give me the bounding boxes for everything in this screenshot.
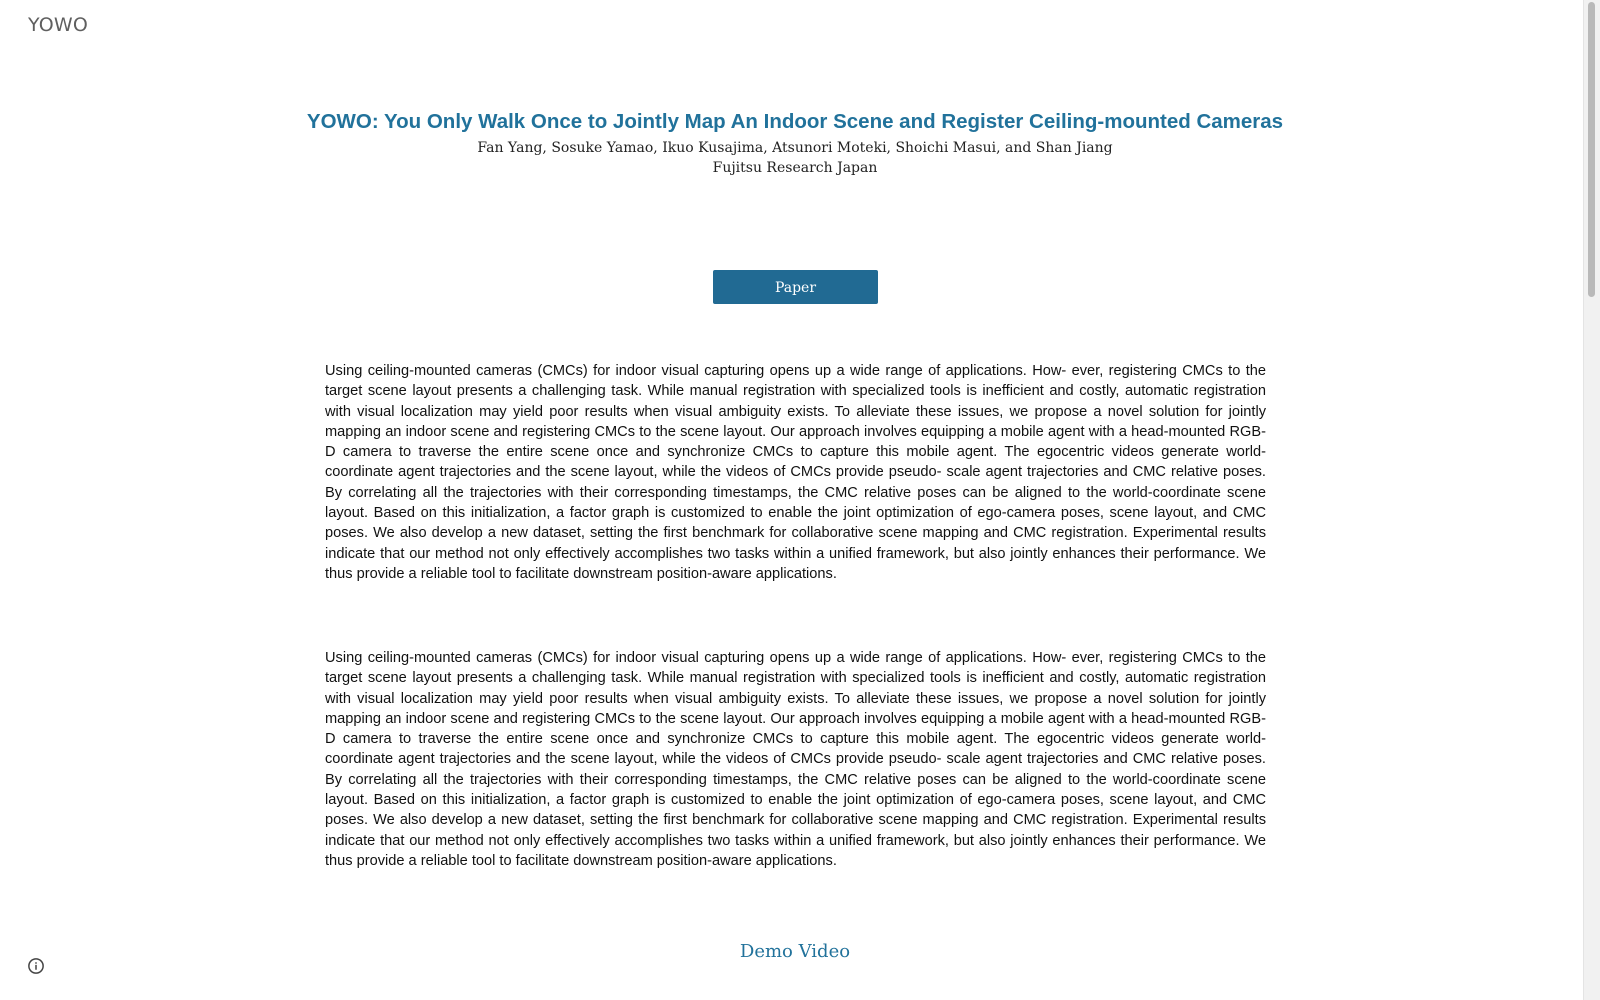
abstract-paragraph-repeat: Using ceiling-mounted cameras (CMCs) for indoor visual capturing opens up a wide range of applications. How- ever, registering CMCs to the target scene layout presents a challenging task. While manual registration with specialized tools is inefficient and costly, automatic registration with visual localization may yield poor results when visual ambiguity exists. To alleviate these issues, we propose a novel solution for jointly mapping an indoor scene and registering CMCs to the scene layout. Our approach involves equipping a mobile agent with a head-mounted RGB-D camera to traverse the entire scene once and synchronize CMCs to capture this mobile agent. The egocentric videos generate world-coordinate agent trajectories and the scene layout, while the videos of CMCs provide pseudo- scale agent trajectories and CMC relative poses. By correlating all the trajectories with their corresponding timestamps, the CMC relative poses can be aligned to the world-coordinate scene layout. Based on this initialization, a factor graph is customized to enable the joint optimization of ego-camera poses, scene layout, and CMC poses. We also develop a new dataset, setting the first benchmark for collaborative scene mapping and CMC registration. Experimental results indicate that our method not only effectively accomplishes two tasks within a unified framework, but also jointly enhances their performance. We thus provide a reliable tool to facilitate downstream position-aware applications. (325, 650, 1266, 869)
abstract-paragraph: Using ceiling-mounted cameras (CMCs) for indoor visual capturing opens up a wide range of applications. How- ever, registering CMCs to the target scene layout presents a challenging task. While manual registration with specialized tools is inefficient and costly, automatic registration with visual localization may yield poor results when visual ambiguity exists. To alleviate these issues, we propose a novel solution for jointly mapping an indoor scene and registering CMCs to the scene layout. Our approach involves equipping a mobile agent with a head-mounted RGB-D camera to traverse the entire scene once and synchronize CMCs to capture this mobile agent. The egocentric videos generate world-coordinate agent trajectories and the scene layout, while the videos of CMCs provide pseudo- scale agent trajectories and CMC relative poses. By correlating all the trajectories with their corresponding timestamps, the CMC relative poses can be aligned to the world-coordinate scene layout. Based on this initialization, a factor graph is customized to enable the joint optimization of ego-camera poses, scene layout, and CMC poses. We also develop a new dataset, setting the first benchmark for collaborative scene mapping and CMC registration. Experimental results indicate that our method not only effectively accomplishes two tasks within a unified framework, but also jointly enhances their performance. We thus provide a reliable tool to facilitate downstream position-aware applications. (325, 363, 1266, 582)
affiliation: Fujitsu Research Japan (712, 160, 878, 176)
author-list: Fan Yang, Sosuke Yamao, Ikuo Kusajima, Atsunori Moteki, Shoichi Masui, and Shan Jiang (477, 140, 1113, 156)
page-title: YOWO: You Only Walk Once to Jointly Map An Indoor Scene and Register Ceiling-mounted Cameras (306, 110, 1284, 133)
page-header (300, 108, 1290, 178)
paper-button[interactable]: Paper (713, 270, 878, 304)
site-name-link[interactable]: YOWO (28, 14, 89, 36)
vertical-scrollbar[interactable] (1583, 0, 1600, 1000)
demo-video-heading: Demo Video (739, 941, 851, 962)
scrollbar-thumb[interactable] (1588, 2, 1595, 297)
info-icon[interactable] (26, 956, 46, 976)
